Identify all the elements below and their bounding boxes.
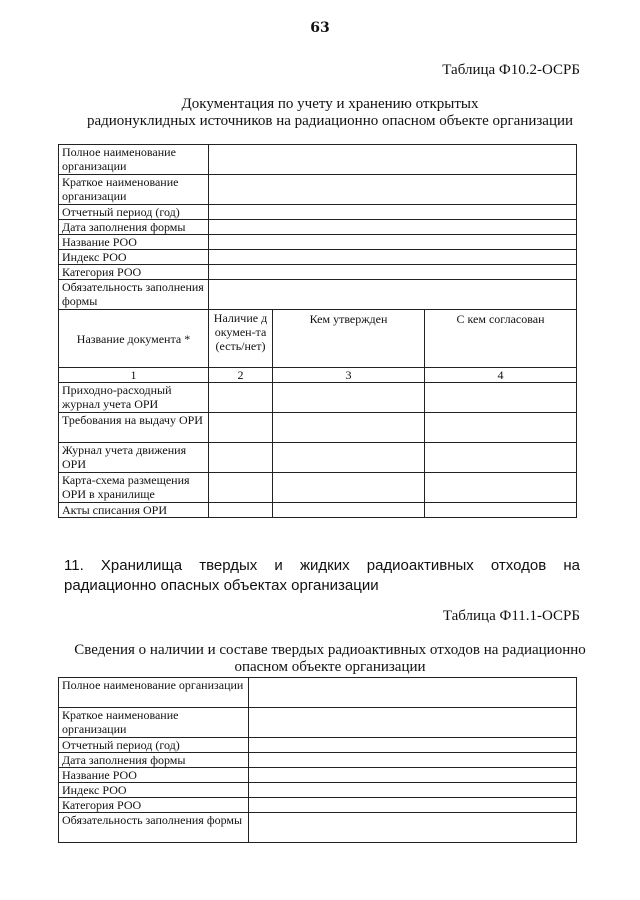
- data-cell[interactable]: [425, 413, 577, 443]
- header-label: Краткое наименование организации: [59, 175, 209, 205]
- data-cell[interactable]: [425, 503, 577, 518]
- header-label: Обязательность заполнения формы: [59, 813, 249, 843]
- column-number: 3: [273, 368, 425, 383]
- column-number: 2: [209, 368, 273, 383]
- header-value-cell[interactable]: [249, 768, 577, 783]
- data-cell[interactable]: [209, 503, 273, 518]
- document-name: Акты списания ОРИ: [59, 503, 209, 518]
- header-label: Категория РОО: [59, 265, 209, 280]
- data-cell[interactable]: [209, 473, 273, 503]
- column-header: С кем согласован: [425, 310, 577, 368]
- header-label: Дата заполнения формы: [59, 753, 249, 768]
- header-label: Полное наименование организации: [59, 678, 249, 708]
- header-value-cell[interactable]: [249, 813, 577, 843]
- header-value-cell[interactable]: [209, 235, 577, 250]
- column-number: 4: [425, 368, 577, 383]
- header-label: Дата заполнения формы: [59, 220, 209, 235]
- data-cell[interactable]: [209, 443, 273, 473]
- header-label: Отчетный период (год): [59, 205, 209, 220]
- header-value-cell[interactable]: [209, 280, 577, 310]
- header-value-cell[interactable]: [249, 708, 577, 738]
- data-cell[interactable]: [425, 383, 577, 413]
- header-label: Название РОО: [59, 235, 209, 250]
- header-value-cell[interactable]: [249, 678, 577, 708]
- data-cell[interactable]: [273, 473, 425, 503]
- table-f10-2-label: Таблица Ф10.2-ОСРБ: [442, 62, 580, 78]
- title-line: Документация по учету и хранению открытых: [181, 96, 479, 112]
- header-value-cell[interactable]: [249, 738, 577, 753]
- document-name: Карта-схема размещения ОРИ в хранилище: [59, 473, 209, 503]
- title-line: опасном объекте организации: [234, 659, 426, 675]
- data-cell[interactable]: [209, 413, 273, 443]
- title-line: Сведения о наличии и составе твердых радиоактивных отходов на радиационно: [74, 642, 586, 658]
- table-f10-2-title: [40, 96, 620, 130]
- header-value-cell[interactable]: [249, 783, 577, 798]
- header-value-cell[interactable]: [209, 265, 577, 280]
- data-cell[interactable]: [425, 473, 577, 503]
- data-cell[interactable]: [209, 383, 273, 413]
- header-label: Индекс РОО: [59, 250, 209, 265]
- column-header: Название документа *: [59, 310, 209, 368]
- header-value-cell[interactable]: [209, 205, 577, 220]
- header-label: Индекс РОО: [59, 783, 249, 798]
- document-name: Приходно-расходный журнал учета ОРИ: [59, 383, 209, 413]
- header-value-cell[interactable]: [209, 175, 577, 205]
- header-label: Категория РОО: [59, 798, 249, 813]
- table-f11-1-label: Таблица Ф11.1-ОСРБ: [442, 608, 580, 624]
- title-line: радионуклидных источников на радиационно опасном объекте организации: [86, 113, 574, 129]
- header-label: Название РОО: [59, 768, 249, 783]
- document-name: Требования на выдачу ОРИ: [59, 413, 209, 443]
- header-value-cell[interactable]: [209, 220, 577, 235]
- data-cell[interactable]: [273, 443, 425, 473]
- header-label: Краткое наименование организации: [59, 708, 249, 738]
- header-value-cell[interactable]: [209, 250, 577, 265]
- header-label: Обязательность заполнения формы: [59, 280, 209, 310]
- data-cell[interactable]: [273, 383, 425, 413]
- column-header: Кем утвержден: [273, 310, 425, 368]
- column-number: 1: [59, 368, 209, 383]
- header-value-cell[interactable]: [249, 798, 577, 813]
- header-value-cell[interactable]: [249, 753, 577, 768]
- column-header: Наличие докумен-та (есть/нет): [209, 310, 273, 368]
- data-cell[interactable]: [425, 443, 577, 473]
- section-11-heading: 11. Хранилища твердых и жидких радиоактивных отходов на радиационно опасных объектах организации: [64, 557, 580, 594]
- page-number: 63: [310, 20, 330, 36]
- table-f10-2: [58, 144, 577, 518]
- header-label: Полное наименование организации: [59, 145, 209, 175]
- table-f11-1: [58, 677, 577, 843]
- document-name: Журнал учета движения ОРИ: [59, 443, 209, 473]
- table-f11-1-title: [40, 642, 620, 676]
- header-label: Отчетный период (год): [59, 738, 249, 753]
- header-value-cell[interactable]: [209, 145, 577, 175]
- data-cell[interactable]: [273, 413, 425, 443]
- data-cell[interactable]: [273, 503, 425, 518]
